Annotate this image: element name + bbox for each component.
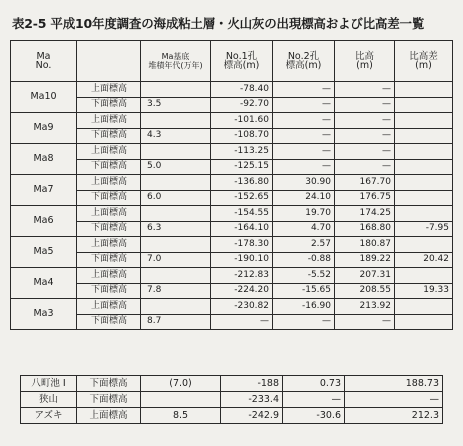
no2-elevation: — [273, 144, 335, 160]
no2-elevation: -30.6 [283, 408, 345, 424]
table-row [11, 237, 453, 253]
no1-elevation: -136.80 [211, 175, 273, 191]
table-row [11, 252, 453, 268]
level-label: 上面標高 [77, 206, 141, 222]
relief-diff [395, 314, 453, 330]
relief-diff [395, 206, 453, 222]
no1-elevation: -78.40 [211, 82, 273, 98]
age-cell: 8.5 [141, 408, 221, 424]
table-row [11, 283, 453, 299]
age-cell [141, 82, 211, 98]
age-cell [141, 175, 211, 191]
relief-value: 180.87 [335, 237, 395, 253]
level-label: 上面標高 [77, 237, 141, 253]
age-cell: 6.0 [141, 190, 211, 206]
level-label: 下面標高 [77, 159, 141, 175]
no1-elevation: -212.83 [211, 268, 273, 284]
relief-value: 189.22 [335, 252, 395, 268]
table-row [11, 268, 453, 284]
no2-elevation: — [273, 128, 335, 144]
stratum-name: Ma9 [11, 113, 77, 144]
no1-elevation: -188 [221, 376, 283, 392]
header-level [77, 41, 141, 82]
level-label: 下面標高 [77, 376, 141, 392]
table-row [11, 128, 453, 144]
no2-elevation: -16.90 [273, 299, 335, 315]
age-cell: 3.5 [141, 97, 211, 113]
no1-elevation: -125.15 [211, 159, 273, 175]
tephra-table [20, 375, 443, 424]
header-no1: No.1孔 標高(m) [211, 41, 273, 82]
level-label: 上面標高 [77, 82, 141, 98]
level-label: 下面標高 [77, 128, 141, 144]
stratum-name: Ma5 [11, 237, 77, 268]
relief-value: — [335, 128, 395, 144]
stratum-name: Ma4 [11, 268, 77, 299]
no1-elevation: -242.9 [221, 408, 283, 424]
level-label: 上面標高 [77, 299, 141, 315]
tephra-name: アズキ [21, 408, 77, 424]
no2-elevation: 19.70 [273, 206, 335, 222]
relief-value: — [345, 392, 443, 408]
relief-diff [395, 82, 453, 98]
no2-elevation: — [283, 392, 345, 408]
no1-elevation: -233.4 [221, 392, 283, 408]
tephra-name: 八町池 I [21, 376, 77, 392]
no2-elevation: 4.70 [273, 221, 335, 237]
no1-elevation: -224.20 [211, 283, 273, 299]
relief-value: 174.25 [335, 206, 395, 222]
table-row [11, 113, 453, 129]
age-cell: 6.3 [141, 221, 211, 237]
level-label: 下面標高 [77, 283, 141, 299]
relief-diff [395, 97, 453, 113]
age-cell: 4.3 [141, 128, 211, 144]
relief-diff [395, 299, 453, 315]
no2-elevation: 30.90 [273, 175, 335, 191]
no1-elevation: -152.65 [211, 190, 273, 206]
relief-diff: 19.33 [395, 283, 453, 299]
no2-elevation: — [273, 82, 335, 98]
level-label: 上面標高 [77, 268, 141, 284]
no1-elevation: -101.60 [211, 113, 273, 129]
level-label: 下面標高 [77, 252, 141, 268]
relief-value: 176.75 [335, 190, 395, 206]
relief-diff [395, 268, 453, 284]
no1-elevation: -178.30 [211, 237, 273, 253]
age-cell: 7.0 [141, 252, 211, 268]
age-cell [141, 206, 211, 222]
table-row [11, 221, 453, 237]
table-row [11, 175, 453, 191]
level-label: 下面標高 [77, 221, 141, 237]
header-ma-no: Ma No. [11, 41, 77, 82]
table-row [11, 206, 453, 222]
level-label: 下面標高 [77, 190, 141, 206]
table-row [11, 144, 453, 160]
age-cell [141, 392, 221, 408]
header-relief-diff: 比高差 (m) [395, 41, 453, 82]
table-row [11, 82, 453, 98]
no1-elevation: -92.70 [211, 97, 273, 113]
relief-value: 168.80 [335, 221, 395, 237]
age-cell: 5.0 [141, 159, 211, 175]
relief-value: — [335, 144, 395, 160]
tephra-name: 狭山 [21, 392, 77, 408]
no2-elevation: 0.73 [283, 376, 345, 392]
elevation-table [10, 40, 453, 330]
relief-diff [395, 190, 453, 206]
no1-elevation: — [211, 314, 273, 330]
table-row [11, 190, 453, 206]
header-row [11, 41, 453, 82]
no2-elevation: -15.65 [273, 283, 335, 299]
relief-diff [395, 113, 453, 129]
level-label: 上面標高 [77, 408, 141, 424]
header-no2: No.2孔 標高(m) [273, 41, 335, 82]
relief-value: 167.70 [335, 175, 395, 191]
relief-diff [395, 144, 453, 160]
relief-value: — [335, 97, 395, 113]
no2-elevation: -5.52 [273, 268, 335, 284]
no2-elevation: 24.10 [273, 190, 335, 206]
relief-value: — [335, 82, 395, 98]
table-row [11, 97, 453, 113]
relief-diff [395, 237, 453, 253]
relief-value: 208.55 [335, 283, 395, 299]
age-cell: (7.0) [141, 376, 221, 392]
relief-diff: -7.95 [395, 221, 453, 237]
table-row [21, 408, 443, 424]
stratum-name: Ma7 [11, 175, 77, 206]
stratum-name: Ma3 [11, 299, 77, 330]
relief-value: 188.73 [345, 376, 443, 392]
table-title: 表2-5 平成10年度調査の海成粘土層・火山灰の出現標高および比高差一覧 [12, 16, 425, 31]
relief-value: 213.92 [335, 299, 395, 315]
age-cell: 7.8 [141, 283, 211, 299]
no2-elevation: — [273, 113, 335, 129]
level-label: 上面標高 [77, 175, 141, 191]
relief-diff [395, 128, 453, 144]
relief-diff: 20.42 [395, 252, 453, 268]
level-label: 下面標高 [77, 97, 141, 113]
no1-elevation: -108.70 [211, 128, 273, 144]
table-row [21, 376, 443, 392]
no1-elevation: -164.10 [211, 221, 273, 237]
stratum-name: Ma6 [11, 206, 77, 237]
relief-value: 212.3 [345, 408, 443, 424]
level-label: 下面標高 [77, 314, 141, 330]
no2-elevation: — [273, 314, 335, 330]
level-label: 下面標高 [77, 392, 141, 408]
table-row [11, 299, 453, 315]
no1-elevation: -154.55 [211, 206, 273, 222]
age-cell [141, 268, 211, 284]
table-row [11, 159, 453, 175]
relief-diff [395, 175, 453, 191]
age-cell [141, 299, 211, 315]
no2-elevation: -0.88 [273, 252, 335, 268]
no2-elevation: — [273, 159, 335, 175]
table-row [11, 314, 453, 330]
no1-elevation: -190.10 [211, 252, 273, 268]
age-cell [141, 237, 211, 253]
relief-value: — [335, 159, 395, 175]
age-cell: 8.7 [141, 314, 211, 330]
relief-value: — [335, 113, 395, 129]
relief-value: 207.31 [335, 268, 395, 284]
no2-elevation: 2.57 [273, 237, 335, 253]
level-label: 上面標高 [77, 113, 141, 129]
stratum-name: Ma8 [11, 144, 77, 175]
stratum-name: Ma10 [11, 82, 77, 113]
level-label: 上面標高 [77, 144, 141, 160]
no1-elevation: -230.82 [211, 299, 273, 315]
header-age: Ma基底 堆積年代(万年) [141, 41, 211, 82]
relief-value: — [335, 314, 395, 330]
no2-elevation: — [273, 97, 335, 113]
no1-elevation: -113.25 [211, 144, 273, 160]
age-cell [141, 113, 211, 129]
age-cell [141, 144, 211, 160]
relief-diff [395, 159, 453, 175]
header-relief: 比高 (m) [335, 41, 395, 82]
table-row [21, 392, 443, 408]
